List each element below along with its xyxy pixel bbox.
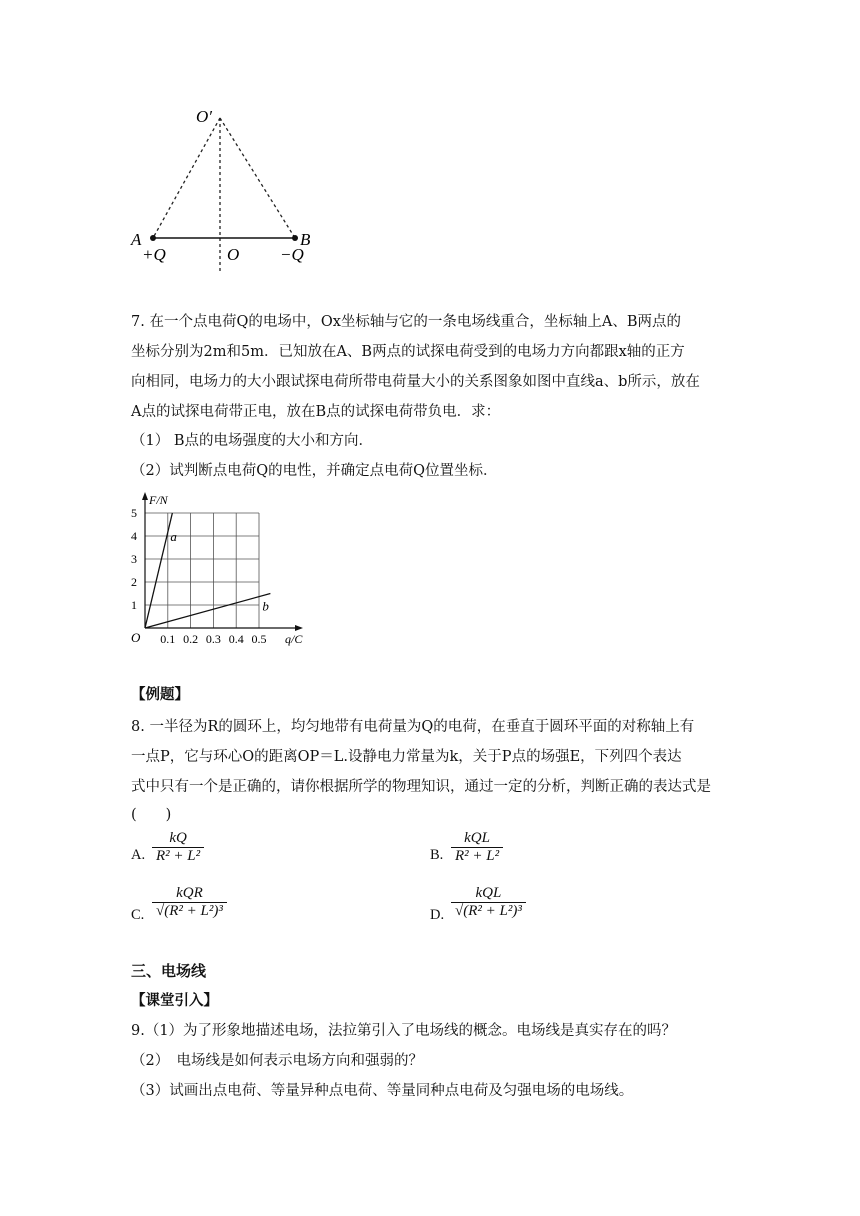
option-d-numerator: kQL [475,885,502,901]
q9-line-3: （3）试画出点电荷、等量异种点电荷、等量同种点电荷及匀强电场的电场线。 [131,1083,634,1099]
option-c-denominator: √(R² + L²)³ [152,902,227,920]
option-a-label: A. [131,847,146,863]
series-label-a: a [170,529,177,544]
option-c-numerator: kQR [176,885,203,901]
y-axis-label: F/N [149,493,168,507]
q7-line-1: 7. 在一个点电荷Q的电场中，Ox坐标轴与它的一条电场线重合，坐标轴上A、B两点的 [131,314,682,330]
y-tick-label-2: 2 [131,575,137,589]
dashed-line-right [220,118,295,238]
option-a-formula [152,830,204,865]
x-axis-label: q/C [285,632,303,646]
label-minus-q: −Q [280,245,304,264]
x-tick-label-5: 0.5 [251,632,267,646]
dashed-line-left [153,118,220,238]
section-example: 【例题】 [131,686,189,703]
q9-line-1: 9.（1）为了形象地描述电场，法拉第引入了电场线的概念。电场线是真实存在的吗？ [131,1023,677,1039]
option-c-formula [152,885,227,920]
point-a [150,235,156,241]
x-tick-label-2: 0.2 [183,632,199,646]
option-b-denominator: R² + L² [451,847,503,865]
q8-line-4: ( ) [131,807,172,823]
q7-line-3: 向相同，电场力的大小跟试探电荷所带电荷量大小的关系图象如图中直线a、b所示，放在 [131,374,700,390]
section-intro: 【课堂引入】 [131,992,218,1009]
label-a: A [131,230,142,249]
q7-sub-1: （1） B点的电场强度的大小和方向． [131,433,373,449]
section-3-title: 三、电场线 [131,962,207,980]
option-a-numerator: kQ [169,830,187,846]
x-tick-label-4: 0.4 [228,632,244,646]
origin-label: O [131,630,141,645]
option-b-formula [451,830,503,865]
x-tick-label-3: 0.3 [205,632,221,646]
y-tick-label-4: 4 [131,529,137,543]
label-b: B [300,230,311,249]
label-o: O [227,245,240,264]
y-tick-label-5: 5 [131,506,137,520]
q7-line-4: A点的试探电荷带正电，放在B点的试探电荷带负电．求： [131,404,501,420]
y-axis-arrow [142,492,148,500]
q9-line-2: （2） 电场线是如何表示电场方向和强弱的？ [131,1053,423,1069]
y-tick-label-3: 3 [131,552,137,566]
q7-line-2: 坐标分别为2m和5m．已知放在A、B两点的试探电荷受到的电场力方向都跟x轴的正方 [131,344,685,360]
force-charge-chart [125,488,310,653]
y-tick-label-1: 1 [131,598,137,612]
x-axis-arrow [295,625,303,631]
q7-sub-2: （2）试判断点电荷Q的电性，并确定点电荷Q位置坐标． [131,463,498,479]
q8-line-1: 8. 一半径为R的圆环上，均匀地带有电荷量为Q的电荷，在垂直于圆环平面的对称轴上有 [131,719,695,735]
option-c-label: C. [131,907,145,923]
option-b-label: B. [430,847,444,863]
option-d-denominator: √(R² + L²)³ [451,902,526,920]
series-line-b [145,594,270,629]
option-a-denominator: R² + L² [152,847,204,865]
triangle-figure [120,100,340,280]
series-label-b: b [262,598,269,614]
series-line-a [145,513,172,628]
point-b [292,235,298,241]
option-b-numerator: kQL [464,830,490,846]
q8-line-2: 一点P，它与环心O的距离OP＝L.设静电力常量为k，关于P点的场强E，下列四个表达 [131,749,682,765]
label-o-prime: O′ [196,107,212,126]
option-d-formula [451,885,526,920]
x-tick-label-1: 0.1 [160,632,176,646]
label-plus-q: +Q [142,245,166,264]
option-d-label: D. [430,907,445,923]
q8-line-3: 式中只有一个是正确的，请你根据所学的物理知识，通过一定的分析，判断正确的表达式是 [131,779,711,795]
